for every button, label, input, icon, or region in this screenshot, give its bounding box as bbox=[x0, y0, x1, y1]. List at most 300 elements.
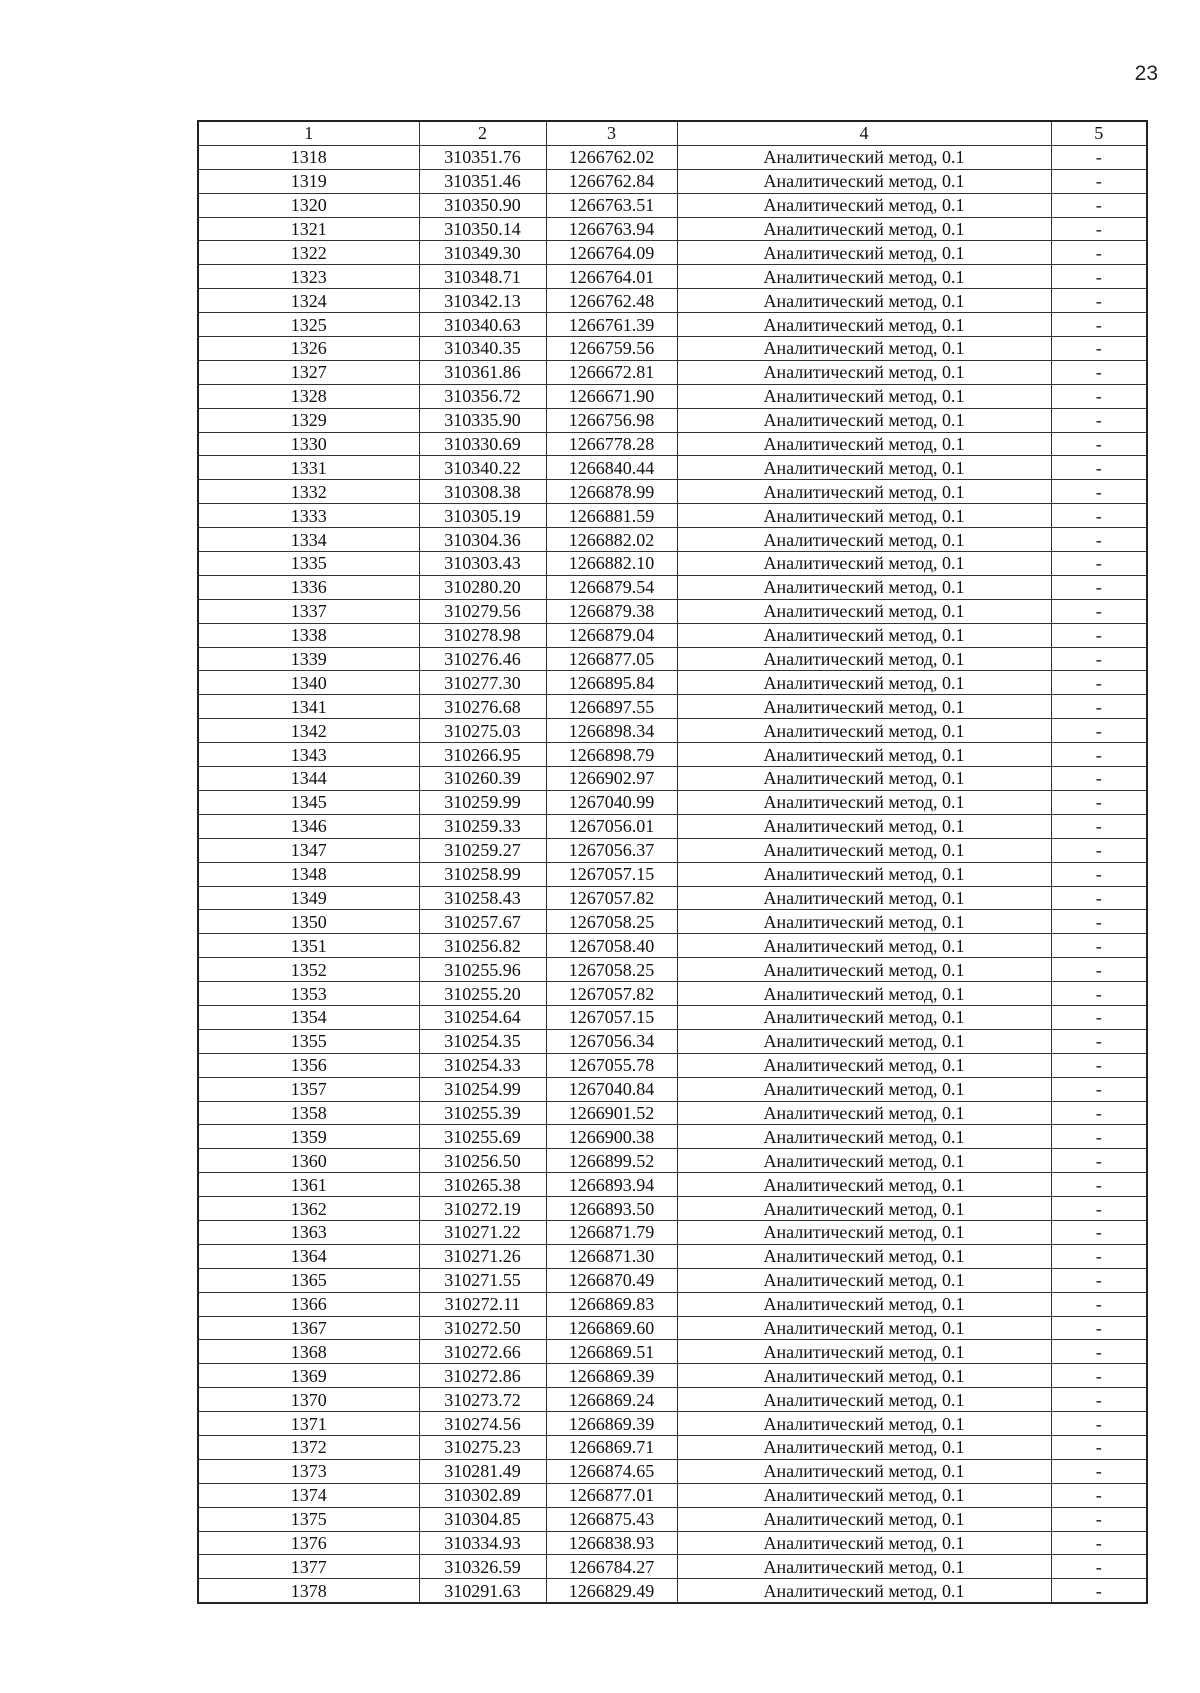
cell-x-coordinate: 310259.27 bbox=[419, 838, 546, 862]
cell-x-coordinate: 310258.43 bbox=[419, 886, 546, 910]
table-row bbox=[198, 408, 1147, 432]
table-row bbox=[198, 1316, 1147, 1340]
cell-point-number: 1332 bbox=[198, 480, 419, 504]
cell-y-coordinate: 1266882.10 bbox=[546, 552, 677, 576]
table-row bbox=[198, 217, 1147, 241]
cell-method: Аналитический метод, 0.1 bbox=[677, 1268, 1051, 1292]
cell-note: - bbox=[1051, 1483, 1147, 1507]
cell-method: Аналитический метод, 0.1 bbox=[677, 1388, 1051, 1412]
cell-method: Аналитический метод, 0.1 bbox=[677, 862, 1051, 886]
cell-method: Аналитический метод, 0.1 bbox=[677, 1244, 1051, 1268]
cell-point-number: 1365 bbox=[198, 1268, 419, 1292]
cell-x-coordinate: 310330.69 bbox=[419, 432, 546, 456]
cell-y-coordinate: 1266871.79 bbox=[546, 1220, 677, 1244]
cell-method: Аналитический метод, 0.1 bbox=[677, 384, 1051, 408]
cell-method: Аналитический метод, 0.1 bbox=[677, 1340, 1051, 1364]
cell-y-coordinate: 1266871.30 bbox=[546, 1244, 677, 1268]
cell-note: - bbox=[1051, 552, 1147, 576]
table-row bbox=[198, 384, 1147, 408]
table-row bbox=[198, 1125, 1147, 1149]
cell-point-number: 1336 bbox=[198, 575, 419, 599]
cell-method: Аналитический метод, 0.1 bbox=[677, 814, 1051, 838]
cell-x-coordinate: 310326.59 bbox=[419, 1555, 546, 1579]
cell-x-coordinate: 310276.46 bbox=[419, 647, 546, 671]
cell-x-coordinate: 310258.99 bbox=[419, 862, 546, 886]
cell-point-number: 1374 bbox=[198, 1483, 419, 1507]
cell-method: Аналитический метод, 0.1 bbox=[677, 528, 1051, 552]
table-row bbox=[198, 958, 1147, 982]
cell-point-number: 1355 bbox=[198, 1029, 419, 1053]
cell-y-coordinate: 1266898.34 bbox=[546, 719, 677, 743]
cell-method: Аналитический метод, 0.1 bbox=[677, 743, 1051, 767]
cell-x-coordinate: 310350.90 bbox=[419, 193, 546, 217]
cell-note: - bbox=[1051, 1149, 1147, 1173]
table-row bbox=[198, 145, 1147, 169]
cell-note: - bbox=[1051, 934, 1147, 958]
cell-note: - bbox=[1051, 1435, 1147, 1459]
table-row bbox=[198, 337, 1147, 361]
cell-x-coordinate: 310278.98 bbox=[419, 623, 546, 647]
cell-x-coordinate: 310260.39 bbox=[419, 767, 546, 791]
cell-note: - bbox=[1051, 1412, 1147, 1436]
cell-y-coordinate: 1266764.09 bbox=[546, 241, 677, 265]
cell-method: Аналитический метод, 0.1 bbox=[677, 1483, 1051, 1507]
cell-method: Аналитический метод, 0.1 bbox=[677, 337, 1051, 361]
cell-method: Аналитический метод, 0.1 bbox=[677, 480, 1051, 504]
cell-point-number: 1329 bbox=[198, 408, 419, 432]
cell-y-coordinate: 1267056.37 bbox=[546, 838, 677, 862]
cell-point-number: 1339 bbox=[198, 647, 419, 671]
cell-note: - bbox=[1051, 838, 1147, 862]
cell-point-number: 1347 bbox=[198, 838, 419, 862]
cell-point-number: 1331 bbox=[198, 456, 419, 480]
cell-method: Аналитический метод, 0.1 bbox=[677, 671, 1051, 695]
cell-x-coordinate: 310254.64 bbox=[419, 1005, 546, 1029]
cell-x-coordinate: 310273.72 bbox=[419, 1388, 546, 1412]
cell-y-coordinate: 1266763.51 bbox=[546, 193, 677, 217]
cell-point-number: 1351 bbox=[198, 934, 419, 958]
cell-method: Аналитический метод, 0.1 bbox=[677, 1435, 1051, 1459]
cell-y-coordinate: 1266869.60 bbox=[546, 1316, 677, 1340]
cell-y-coordinate: 1266874.65 bbox=[546, 1459, 677, 1483]
cell-method: Аналитический метод, 0.1 bbox=[677, 1292, 1051, 1316]
cell-method: Аналитический метод, 0.1 bbox=[677, 1364, 1051, 1388]
table-row bbox=[198, 910, 1147, 934]
cell-method: Аналитический метод, 0.1 bbox=[677, 169, 1051, 193]
cell-note: - bbox=[1051, 1268, 1147, 1292]
cell-x-coordinate: 310275.23 bbox=[419, 1435, 546, 1459]
cell-method: Аналитический метод, 0.1 bbox=[677, 1005, 1051, 1029]
cell-point-number: 1348 bbox=[198, 862, 419, 886]
cell-point-number: 1361 bbox=[198, 1173, 419, 1197]
cell-y-coordinate: 1266895.84 bbox=[546, 671, 677, 695]
table-row bbox=[198, 1340, 1147, 1364]
table-row bbox=[198, 838, 1147, 862]
cell-point-number: 1344 bbox=[198, 767, 419, 791]
cell-note: - bbox=[1051, 910, 1147, 934]
cell-method: Аналитический метод, 0.1 bbox=[677, 838, 1051, 862]
cell-point-number: 1358 bbox=[198, 1101, 419, 1125]
header-row bbox=[198, 121, 1147, 145]
cell-point-number: 1376 bbox=[198, 1531, 419, 1555]
cell-point-number: 1319 bbox=[198, 169, 419, 193]
cell-method: Аналитический метод, 0.1 bbox=[677, 1412, 1051, 1436]
cell-method: Аналитический метод, 0.1 bbox=[677, 910, 1051, 934]
cell-method: Аналитический метод, 0.1 bbox=[677, 1220, 1051, 1244]
table-row bbox=[198, 193, 1147, 217]
cell-note: - bbox=[1051, 169, 1147, 193]
cell-y-coordinate: 1267040.99 bbox=[546, 790, 677, 814]
cell-x-coordinate: 310259.99 bbox=[419, 790, 546, 814]
table-row bbox=[198, 647, 1147, 671]
cell-y-coordinate: 1267057.15 bbox=[546, 862, 677, 886]
cell-x-coordinate: 310254.99 bbox=[419, 1077, 546, 1101]
cell-y-coordinate: 1266762.48 bbox=[546, 289, 677, 313]
cell-x-coordinate: 310361.86 bbox=[419, 360, 546, 384]
cell-x-coordinate: 310356.72 bbox=[419, 384, 546, 408]
cell-x-coordinate: 310266.95 bbox=[419, 743, 546, 767]
cell-point-number: 1367 bbox=[198, 1316, 419, 1340]
cell-note: - bbox=[1051, 241, 1147, 265]
table-row bbox=[198, 1531, 1147, 1555]
cell-x-coordinate: 310340.35 bbox=[419, 337, 546, 361]
cell-point-number: 1362 bbox=[198, 1197, 419, 1221]
cell-y-coordinate: 1266762.02 bbox=[546, 145, 677, 169]
table-row bbox=[198, 528, 1147, 552]
cell-note: - bbox=[1051, 623, 1147, 647]
table-row bbox=[198, 1173, 1147, 1197]
table-body bbox=[198, 145, 1147, 1603]
cell-method: Аналитический метод, 0.1 bbox=[677, 217, 1051, 241]
cell-y-coordinate: 1267056.01 bbox=[546, 814, 677, 838]
cell-point-number: 1326 bbox=[198, 337, 419, 361]
cell-method: Аналитический метод, 0.1 bbox=[677, 719, 1051, 743]
cell-y-coordinate: 1266870.49 bbox=[546, 1268, 677, 1292]
table-row bbox=[198, 934, 1147, 958]
cell-note: - bbox=[1051, 958, 1147, 982]
table-row bbox=[198, 1364, 1147, 1388]
cell-x-coordinate: 310257.67 bbox=[419, 910, 546, 934]
cell-note: - bbox=[1051, 1173, 1147, 1197]
cell-note: - bbox=[1051, 1459, 1147, 1483]
cell-note: - bbox=[1051, 1579, 1147, 1603]
table-row bbox=[198, 432, 1147, 456]
cell-note: - bbox=[1051, 360, 1147, 384]
cell-note: - bbox=[1051, 1340, 1147, 1364]
cell-point-number: 1341 bbox=[198, 695, 419, 719]
table-row bbox=[198, 1053, 1147, 1077]
cell-y-coordinate: 1266900.38 bbox=[546, 1125, 677, 1149]
cell-note: - bbox=[1051, 1029, 1147, 1053]
cell-y-coordinate: 1266869.24 bbox=[546, 1388, 677, 1412]
cell-y-coordinate: 1266879.04 bbox=[546, 623, 677, 647]
cell-y-coordinate: 1266762.84 bbox=[546, 169, 677, 193]
cell-note: - bbox=[1051, 1197, 1147, 1221]
table-row bbox=[198, 1197, 1147, 1221]
cell-x-coordinate: 310255.39 bbox=[419, 1101, 546, 1125]
table-row bbox=[198, 790, 1147, 814]
cell-y-coordinate: 1266877.05 bbox=[546, 647, 677, 671]
cell-point-number: 1342 bbox=[198, 719, 419, 743]
table-row bbox=[198, 1388, 1147, 1412]
cell-point-number: 1360 bbox=[198, 1149, 419, 1173]
cell-y-coordinate: 1266764.01 bbox=[546, 265, 677, 289]
coordinates-table bbox=[197, 120, 1148, 1604]
cell-y-coordinate: 1267057.15 bbox=[546, 1005, 677, 1029]
cell-x-coordinate: 310272.11 bbox=[419, 1292, 546, 1316]
cell-method: Аналитический метод, 0.1 bbox=[677, 1459, 1051, 1483]
cell-x-coordinate: 310271.55 bbox=[419, 1268, 546, 1292]
cell-method: Аналитический метод, 0.1 bbox=[677, 1316, 1051, 1340]
table-row bbox=[198, 265, 1147, 289]
cell-x-coordinate: 310342.13 bbox=[419, 289, 546, 313]
cell-y-coordinate: 1266869.39 bbox=[546, 1412, 677, 1436]
cell-x-coordinate: 310272.50 bbox=[419, 1316, 546, 1340]
cell-note: - bbox=[1051, 432, 1147, 456]
cell-x-coordinate: 310256.82 bbox=[419, 934, 546, 958]
cell-y-coordinate: 1267056.34 bbox=[546, 1029, 677, 1053]
cell-point-number: 1363 bbox=[198, 1220, 419, 1244]
cell-point-number: 1369 bbox=[198, 1364, 419, 1388]
page-number: 23 bbox=[1134, 62, 1158, 85]
cell-note: - bbox=[1051, 384, 1147, 408]
cell-note: - bbox=[1051, 1292, 1147, 1316]
table-row bbox=[198, 289, 1147, 313]
cell-note: - bbox=[1051, 1531, 1147, 1555]
cell-point-number: 1340 bbox=[198, 671, 419, 695]
table-row bbox=[198, 743, 1147, 767]
cell-x-coordinate: 310304.85 bbox=[419, 1507, 546, 1531]
table-row bbox=[198, 1459, 1147, 1483]
table-row bbox=[198, 767, 1147, 791]
cell-method: Аналитический метод, 0.1 bbox=[677, 575, 1051, 599]
cell-y-coordinate: 1266840.44 bbox=[546, 456, 677, 480]
cell-y-coordinate: 1266869.39 bbox=[546, 1364, 677, 1388]
cell-point-number: 1364 bbox=[198, 1244, 419, 1268]
cell-x-coordinate: 310271.22 bbox=[419, 1220, 546, 1244]
cell-method: Аналитический метод, 0.1 bbox=[677, 1173, 1051, 1197]
cell-note: - bbox=[1051, 1364, 1147, 1388]
cell-x-coordinate: 310272.86 bbox=[419, 1364, 546, 1388]
cell-y-coordinate: 1266881.59 bbox=[546, 504, 677, 528]
header-cell-5: 5 bbox=[1051, 121, 1147, 145]
cell-x-coordinate: 310305.19 bbox=[419, 504, 546, 528]
cell-method: Аналитический метод, 0.1 bbox=[677, 193, 1051, 217]
cell-note: - bbox=[1051, 337, 1147, 361]
cell-point-number: 1322 bbox=[198, 241, 419, 265]
cell-y-coordinate: 1266838.93 bbox=[546, 1531, 677, 1555]
table-row bbox=[198, 241, 1147, 265]
cell-point-number: 1343 bbox=[198, 743, 419, 767]
cell-method: Аналитический метод, 0.1 bbox=[677, 313, 1051, 337]
table-row bbox=[198, 1101, 1147, 1125]
cell-y-coordinate: 1266875.43 bbox=[546, 1507, 677, 1531]
cell-y-coordinate: 1266784.27 bbox=[546, 1555, 677, 1579]
cell-method: Аналитический метод, 0.1 bbox=[677, 552, 1051, 576]
cell-method: Аналитический метод, 0.1 bbox=[677, 1029, 1051, 1053]
cell-method: Аналитический метод, 0.1 bbox=[677, 504, 1051, 528]
cell-point-number: 1337 bbox=[198, 599, 419, 623]
cell-point-number: 1368 bbox=[198, 1340, 419, 1364]
cell-x-coordinate: 310350.14 bbox=[419, 217, 546, 241]
cell-point-number: 1354 bbox=[198, 1005, 419, 1029]
cell-note: - bbox=[1051, 719, 1147, 743]
cell-note: - bbox=[1051, 1388, 1147, 1412]
table-row bbox=[198, 1555, 1147, 1579]
cell-point-number: 1334 bbox=[198, 528, 419, 552]
cell-method: Аналитический метод, 0.1 bbox=[677, 647, 1051, 671]
cell-method: Аналитический метод, 0.1 bbox=[677, 289, 1051, 313]
cell-x-coordinate: 310272.19 bbox=[419, 1197, 546, 1221]
cell-point-number: 1325 bbox=[198, 313, 419, 337]
cell-y-coordinate: 1266869.51 bbox=[546, 1340, 677, 1364]
table-row bbox=[198, 1244, 1147, 1268]
cell-y-coordinate: 1266829.49 bbox=[546, 1579, 677, 1603]
cell-y-coordinate: 1266897.55 bbox=[546, 695, 677, 719]
cell-note: - bbox=[1051, 1244, 1147, 1268]
table-row bbox=[198, 1483, 1147, 1507]
cell-note: - bbox=[1051, 671, 1147, 695]
cell-point-number: 1366 bbox=[198, 1292, 419, 1316]
cell-method: Аналитический метод, 0.1 bbox=[677, 265, 1051, 289]
cell-note: - bbox=[1051, 313, 1147, 337]
table-row bbox=[198, 1077, 1147, 1101]
table-row bbox=[198, 719, 1147, 743]
cell-method: Аналитический метод, 0.1 bbox=[677, 982, 1051, 1006]
cell-note: - bbox=[1051, 767, 1147, 791]
cell-x-coordinate: 310340.22 bbox=[419, 456, 546, 480]
cell-x-coordinate: 310280.20 bbox=[419, 575, 546, 599]
cell-y-coordinate: 1267058.25 bbox=[546, 910, 677, 934]
cell-method: Аналитический метод, 0.1 bbox=[677, 1555, 1051, 1579]
cell-note: - bbox=[1051, 814, 1147, 838]
header-cell-4: 4 bbox=[677, 121, 1051, 145]
table-row bbox=[198, 313, 1147, 337]
cell-note: - bbox=[1051, 886, 1147, 910]
table-row bbox=[198, 456, 1147, 480]
cell-x-coordinate: 310279.56 bbox=[419, 599, 546, 623]
cell-y-coordinate: 1266756.98 bbox=[546, 408, 677, 432]
cell-x-coordinate: 310274.56 bbox=[419, 1412, 546, 1436]
cell-y-coordinate: 1266671.90 bbox=[546, 384, 677, 408]
table-row bbox=[198, 1412, 1147, 1436]
cell-point-number: 1324 bbox=[198, 289, 419, 313]
cell-note: - bbox=[1051, 193, 1147, 217]
cell-point-number: 1352 bbox=[198, 958, 419, 982]
cell-y-coordinate: 1266763.94 bbox=[546, 217, 677, 241]
cell-method: Аналитический метод, 0.1 bbox=[677, 1053, 1051, 1077]
cell-y-coordinate: 1266893.94 bbox=[546, 1173, 677, 1197]
cell-x-coordinate: 310272.66 bbox=[419, 1340, 546, 1364]
cell-note: - bbox=[1051, 504, 1147, 528]
cell-x-coordinate: 310348.71 bbox=[419, 265, 546, 289]
cell-y-coordinate: 1267058.25 bbox=[546, 958, 677, 982]
cell-method: Аналитический метод, 0.1 bbox=[677, 145, 1051, 169]
cell-y-coordinate: 1266759.56 bbox=[546, 337, 677, 361]
cell-note: - bbox=[1051, 456, 1147, 480]
header-cell-1: 1 bbox=[198, 121, 419, 145]
cell-x-coordinate: 310335.90 bbox=[419, 408, 546, 432]
cell-y-coordinate: 1266878.99 bbox=[546, 480, 677, 504]
cell-note: - bbox=[1051, 1053, 1147, 1077]
table-row bbox=[198, 1149, 1147, 1173]
table-row bbox=[198, 360, 1147, 384]
table-row bbox=[198, 575, 1147, 599]
table-row bbox=[198, 623, 1147, 647]
cell-method: Аналитический метод, 0.1 bbox=[677, 1507, 1051, 1531]
cell-y-coordinate: 1266869.83 bbox=[546, 1292, 677, 1316]
cell-note: - bbox=[1051, 599, 1147, 623]
cell-y-coordinate: 1266672.81 bbox=[546, 360, 677, 384]
cell-note: - bbox=[1051, 1555, 1147, 1579]
cell-method: Аналитический метод, 0.1 bbox=[677, 360, 1051, 384]
cell-method: Аналитический метод, 0.1 bbox=[677, 790, 1051, 814]
table-row bbox=[198, 1435, 1147, 1459]
table-row bbox=[198, 862, 1147, 886]
cell-y-coordinate: 1266879.38 bbox=[546, 599, 677, 623]
header-cell-2: 2 bbox=[419, 121, 546, 145]
cell-note: - bbox=[1051, 528, 1147, 552]
table-row bbox=[198, 814, 1147, 838]
cell-y-coordinate: 1267040.84 bbox=[546, 1077, 677, 1101]
cell-y-coordinate: 1266882.02 bbox=[546, 528, 677, 552]
cell-point-number: 1349 bbox=[198, 886, 419, 910]
cell-x-coordinate: 310281.49 bbox=[419, 1459, 546, 1483]
cell-x-coordinate: 310275.03 bbox=[419, 719, 546, 743]
cell-note: - bbox=[1051, 408, 1147, 432]
cell-y-coordinate: 1266898.79 bbox=[546, 743, 677, 767]
cell-x-coordinate: 310302.89 bbox=[419, 1483, 546, 1507]
cell-note: - bbox=[1051, 1077, 1147, 1101]
table-row bbox=[198, 1220, 1147, 1244]
table-row bbox=[198, 1268, 1147, 1292]
cell-note: - bbox=[1051, 1101, 1147, 1125]
cell-y-coordinate: 1266761.39 bbox=[546, 313, 677, 337]
cell-point-number: 1377 bbox=[198, 1555, 419, 1579]
cell-x-coordinate: 310255.69 bbox=[419, 1125, 546, 1149]
cell-x-coordinate: 310271.26 bbox=[419, 1244, 546, 1268]
cell-y-coordinate: 1266879.54 bbox=[546, 575, 677, 599]
cell-method: Аналитический метод, 0.1 bbox=[677, 456, 1051, 480]
cell-point-number: 1375 bbox=[198, 1507, 419, 1531]
table-row bbox=[198, 552, 1147, 576]
cell-point-number: 1335 bbox=[198, 552, 419, 576]
cell-point-number: 1359 bbox=[198, 1125, 419, 1149]
cell-note: - bbox=[1051, 1125, 1147, 1149]
table-row bbox=[198, 1005, 1147, 1029]
cell-note: - bbox=[1051, 1316, 1147, 1340]
cell-x-coordinate: 310254.33 bbox=[419, 1053, 546, 1077]
cell-y-coordinate: 1267057.82 bbox=[546, 982, 677, 1006]
cell-point-number: 1318 bbox=[198, 145, 419, 169]
cell-y-coordinate: 1266893.50 bbox=[546, 1197, 677, 1221]
cell-method: Аналитический метод, 0.1 bbox=[677, 934, 1051, 958]
cell-point-number: 1350 bbox=[198, 910, 419, 934]
cell-note: - bbox=[1051, 1507, 1147, 1531]
cell-y-coordinate: 1266877.01 bbox=[546, 1483, 677, 1507]
cell-y-coordinate: 1266869.71 bbox=[546, 1435, 677, 1459]
cell-x-coordinate: 310303.43 bbox=[419, 552, 546, 576]
table-row bbox=[198, 1507, 1147, 1531]
cell-point-number: 1353 bbox=[198, 982, 419, 1006]
cell-x-coordinate: 310340.63 bbox=[419, 313, 546, 337]
cell-point-number: 1357 bbox=[198, 1077, 419, 1101]
table-row bbox=[198, 982, 1147, 1006]
cell-x-coordinate: 310256.50 bbox=[419, 1149, 546, 1173]
cell-method: Аналитический метод, 0.1 bbox=[677, 623, 1051, 647]
cell-note: - bbox=[1051, 647, 1147, 671]
cell-point-number: 1330 bbox=[198, 432, 419, 456]
